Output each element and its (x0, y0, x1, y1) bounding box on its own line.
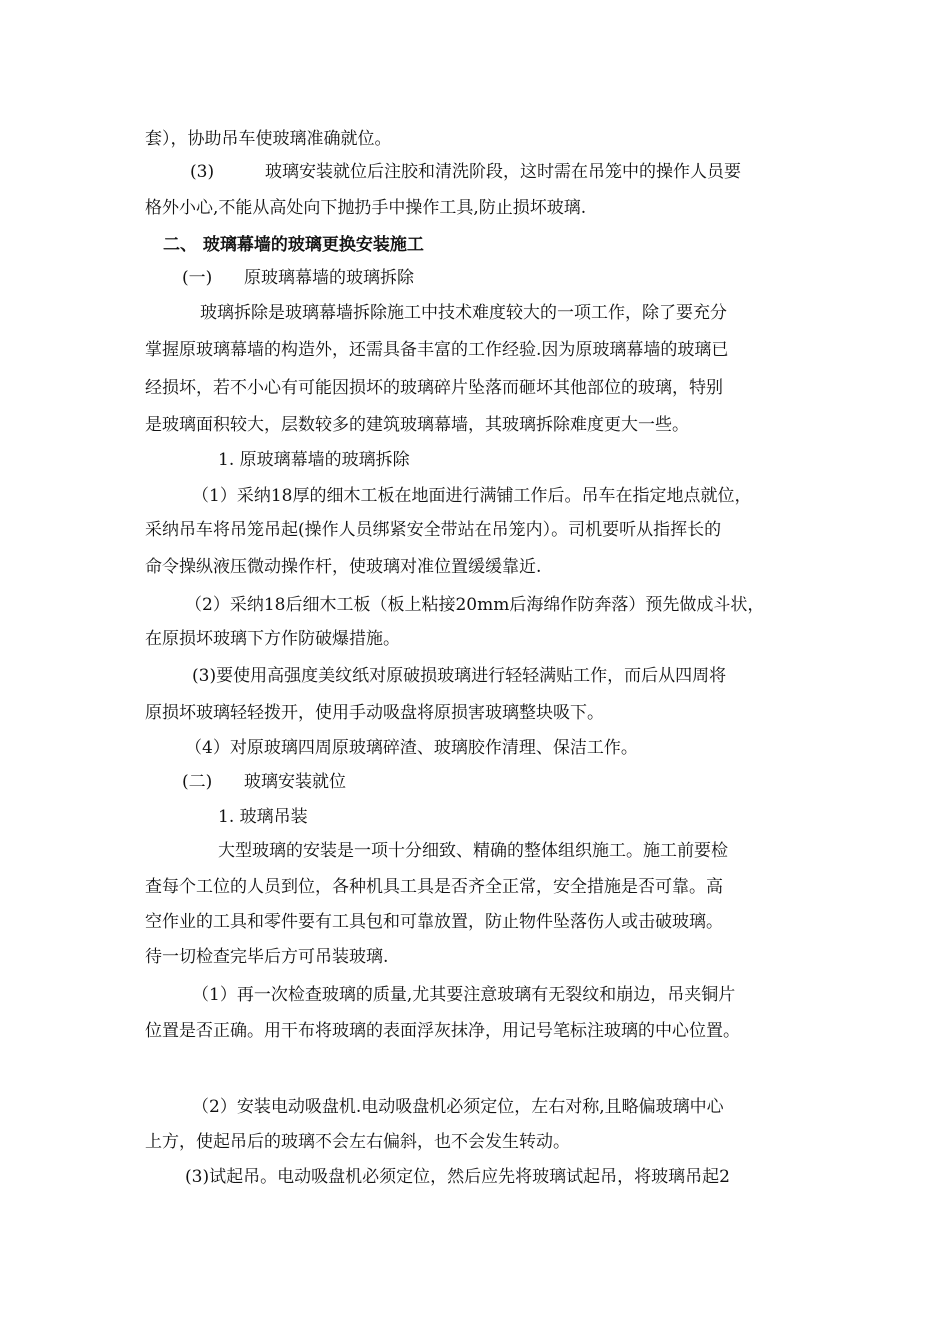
paragraph-line: 是玻璃面积较大，层数较多的建筑玻璃幕墙，其玻璃拆除难度更大一些。 (145, 415, 689, 435)
list-item-line: 上方，使起吊后的玻璃不会左右偏斜，也不会发生转动。 (145, 1132, 570, 1152)
subsection-number: (二) (182, 772, 213, 792)
numbered-paragraph-line (190, 161, 870, 183)
list-item-line: （4）对原玻璃四周原玻璃碎渣、玻璃胶作清理、保洁工作。 (185, 738, 638, 758)
item-number: (3) (190, 162, 215, 182)
paragraph-line: 大型玻璃的安装是一项十分细致、精确的整体组织施工。施工前要检 (218, 841, 728, 861)
subsection-heading (182, 771, 862, 793)
section-heading: 二、 玻璃幕墙的玻璃更换安装施工 (163, 235, 424, 255)
paragraph-line: 掌握原玻璃幕墙的构造外，还需具备丰富的工作经验.因为原玻璃幕墙的玻璃已 (145, 340, 729, 360)
paragraph-text: 玻璃安装就位后注胶和清洗阶段，这时需在吊笼中的操作人员要 (265, 162, 741, 182)
paragraph-line: 查每个工位的人员到位，各种机具工具是否齐全正常，安全措施是否可靠。高 (145, 877, 723, 897)
subsection-heading (182, 267, 862, 289)
subsection-title: 玻璃安装就位 (244, 772, 346, 792)
paragraph-line: 经损坏，若不小心有可能因损坏的玻璃碎片坠落而砸坏其他部位的玻璃，特别 (145, 378, 723, 398)
paragraph-line: 待一切检查完毕后方可吊装玻璃. (145, 947, 389, 967)
list-item-line: （1）再一次检查玻璃的质量,尤其要注意玻璃有无裂纹和崩边，吊夹铜片 (192, 985, 736, 1005)
paragraph-line: 格外小心,不能从高处向下抛扔手中操作工具,防止损坏玻璃. (145, 198, 587, 218)
list-item-line: （2）安装电动吸盘机.电动吸盘机必须定位，左右对称,且略偏玻璃中心 (192, 1097, 724, 1117)
subsection-title: 原玻璃幕墙的玻璃拆除 (244, 268, 414, 288)
list-item-line: （1）采纳18厚的细木工板在地面进行满铺工作后。吊车在指定地点就位， (192, 486, 752, 506)
paragraph-line: 空作业的工具和零件要有工具包和可靠放置，防止物件坠落伤人或击破玻璃。 (145, 912, 723, 932)
subsection-number: (一) (182, 268, 213, 288)
list-item-line: 命令操纵液压微动操作杆，使玻璃对准位置缓缓靠近. (145, 557, 542, 577)
paragraph-line: 套），协助吊车使玻璃准确就位。 (145, 129, 392, 149)
list-item-line: (3)要使用高强度美纹纸对原破损玻璃进行轻轻满贴工作，而后从四周将 (192, 666, 727, 686)
list-item-line: 在原损坏玻璃下方作防破爆措施。 (145, 629, 400, 649)
paragraph-line: 玻璃拆除是玻璃幕墙拆除施工中技术难度较大的一项工作，除了要充分 (200, 303, 727, 323)
numbered-heading: 1. 玻璃吊装 (218, 807, 308, 827)
list-item-line: 位置是否正确。用干布将玻璃的表面浮灰抹净，用记号笔标注玻璃的中心位置。 (145, 1021, 740, 1041)
list-item-line: （2）采纳18后细木工板（板上粘接20mm后海绵作防奔落）预先做成斗状， (185, 595, 765, 615)
numbered-heading: 1. 原玻璃幕墙的玻璃拆除 (218, 450, 410, 470)
list-item-line: 采纳吊车将吊笼吊起(操作人员绑紧安全带站在吊笼内）。司机要听从指挥长的 (145, 520, 722, 540)
list-item-line: (3)试起吊。电动吸盘机必须定位，然后应先将玻璃试起吊，将玻璃吊起2 (185, 1167, 730, 1187)
list-item-line: 原损坏玻璃轻轻拨开，使用手动吸盘将原损害玻璃整块吸下。 (145, 703, 604, 723)
